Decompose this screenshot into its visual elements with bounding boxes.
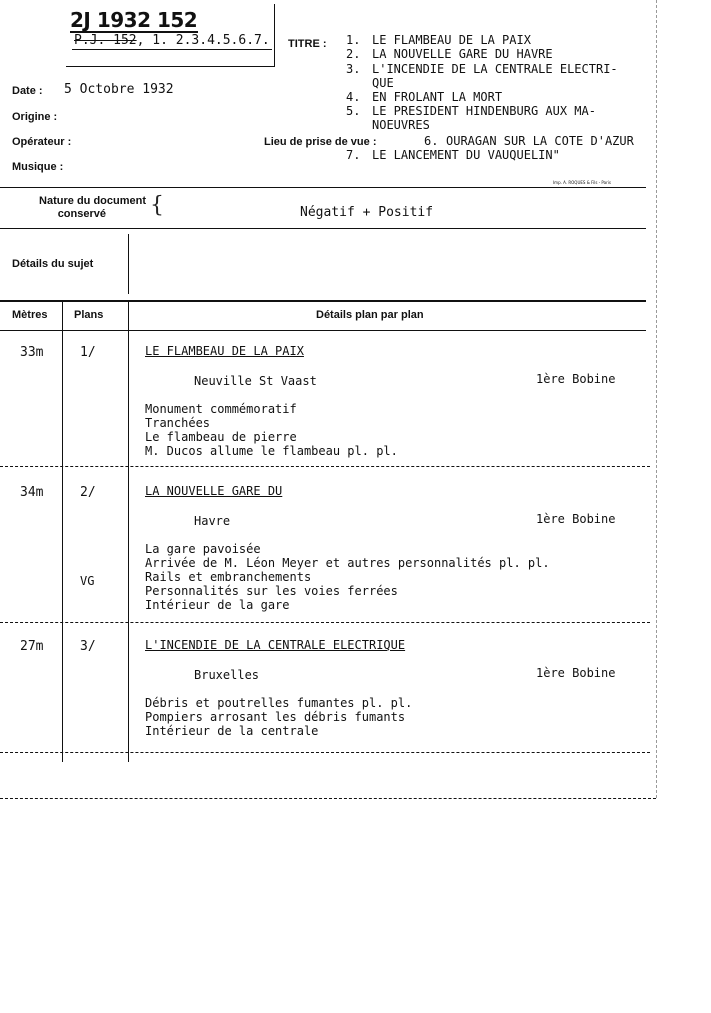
row-divider (0, 466, 650, 467)
row-bobine: 1ère Bobine (536, 666, 616, 680)
title-item (346, 76, 394, 90)
title-item (346, 90, 502, 104)
titre-label: TITRE : (288, 38, 327, 50)
table-top-rule (0, 300, 646, 302)
title-text: EN FROLANT LA MORT (372, 90, 503, 104)
details-sujet-bracket (128, 234, 129, 294)
title-text: QUE (372, 76, 394, 90)
row-detail: Le flambeau de pierre (145, 430, 297, 444)
row-divider (0, 622, 650, 623)
row-title: LA NOUVELLE GARE DU (145, 484, 283, 498)
reference-parts-underline (72, 49, 272, 50)
row-detail: Pompiers arrosant les débris fumants (145, 710, 406, 724)
row-detail: Intérieur de la centrale (145, 724, 319, 738)
title-item (346, 104, 596, 118)
row-location: Havre (194, 514, 231, 528)
details-sujet-label: Détails du sujet (12, 258, 94, 270)
row-bobine: 1ère Bobine (536, 372, 616, 386)
origine-label: Origine : (12, 111, 58, 123)
title-number: 5. (346, 104, 361, 118)
row-detail: Personnalités sur les voies ferrées (145, 584, 398, 598)
row-plan: 2/ (80, 485, 96, 500)
title-number: 3. (346, 62, 361, 76)
title-text: L'INCENDIE DE LA CENTRALE ELECTRI- (372, 62, 618, 76)
row-detail: Tranchées (145, 416, 211, 430)
nature-label (12, 195, 146, 221)
title-item (346, 47, 553, 61)
card-bottom-edge (0, 798, 656, 799)
musique-label: Musique : (12, 161, 64, 173)
row-plan: 1/ (80, 345, 96, 360)
lieu-label: Lieu de prise de vue : (264, 136, 377, 148)
title-text: LE PRESIDENT HINDENBURG AUX MA- (372, 104, 596, 118)
title-item (424, 134, 634, 148)
title-item (346, 33, 531, 47)
row-divider (0, 752, 650, 753)
row-detail: Arrivée de M. Léon Meyer et autres personnalités pl. pl. (145, 556, 550, 570)
row-title: L'INCENDIE DE LA CENTRALE ELECTRIQUE (145, 638, 406, 652)
col-details: Détails plan par plan (316, 309, 424, 321)
nature-value: Négatif + Positif (300, 205, 434, 220)
title-text: LA NOUVELLE GARE DU HAVRE (372, 47, 553, 61)
row-metres: 27m (20, 639, 44, 654)
reference-line (74, 34, 270, 48)
date-value: 5 Octobre 1932 (64, 82, 174, 97)
row-plan: 3/ (80, 639, 96, 654)
reference-number: 2J 1932 152 (70, 8, 198, 32)
table-header-rule (0, 330, 646, 331)
row-location: Neuville St Vaast (194, 374, 317, 388)
nature-brace: { (150, 193, 164, 218)
card-right-edge (656, 0, 657, 798)
row-title: LE FLAMBEAU DE LA PAIX (145, 344, 304, 358)
row-plan-extra: VG (80, 574, 95, 588)
row-bobine: 1ère Bobine (536, 512, 616, 526)
reference-parts: , 1. 2.3.4.5.6.7. (136, 33, 270, 48)
nature-label-line1: Nature du document (39, 195, 146, 207)
title-number: 6. (424, 134, 439, 148)
col-line-1 (62, 300, 63, 762)
nature-rule (0, 228, 646, 229)
reference-struck: P.J. 152 (74, 33, 137, 48)
header-rule (0, 187, 646, 188)
date-label: Date : (12, 85, 43, 97)
row-detail: Rails et embranchements (145, 570, 312, 584)
operateur-label: Opérateur : (12, 136, 72, 148)
title-text: LE FLAMBEAU DE LA PAIX (372, 33, 531, 47)
title-text: OURAGAN SUR LA COTE D'AZUR (446, 134, 634, 148)
nature-label-line2: conservé (57, 208, 106, 220)
row-detail: Intérieur de la gare (145, 598, 290, 612)
col-plans: Plans (74, 309, 104, 321)
col-metres: Mètres (12, 309, 48, 321)
title-item (346, 62, 618, 76)
row-detail: M. Ducos allume le flambeau pl. pl. (145, 444, 398, 458)
title-text: LE LANCEMENT DU VAUQUELIN" (372, 148, 560, 162)
title-number: 2. (346, 47, 361, 61)
row-detail: La gare pavoisée (145, 542, 261, 556)
title-number: 1. (346, 33, 361, 47)
title-number: 7. (346, 148, 361, 162)
title-item (346, 148, 560, 162)
row-detail: Débris et poutrelles fumantes pl. pl. (145, 696, 413, 710)
row-location: Bruxelles (194, 668, 260, 682)
row-metres: 33m (20, 345, 44, 360)
title-text: NOEUVRES (372, 118, 430, 132)
row-metres: 34m (20, 485, 44, 500)
title-item (346, 118, 430, 132)
row-detail: Monument commémoratif (145, 402, 297, 416)
printer-mark: Imp. A. ROQUES & Fils - Paris (553, 180, 611, 185)
col-line-2 (128, 300, 129, 762)
title-number: 4. (346, 90, 361, 104)
